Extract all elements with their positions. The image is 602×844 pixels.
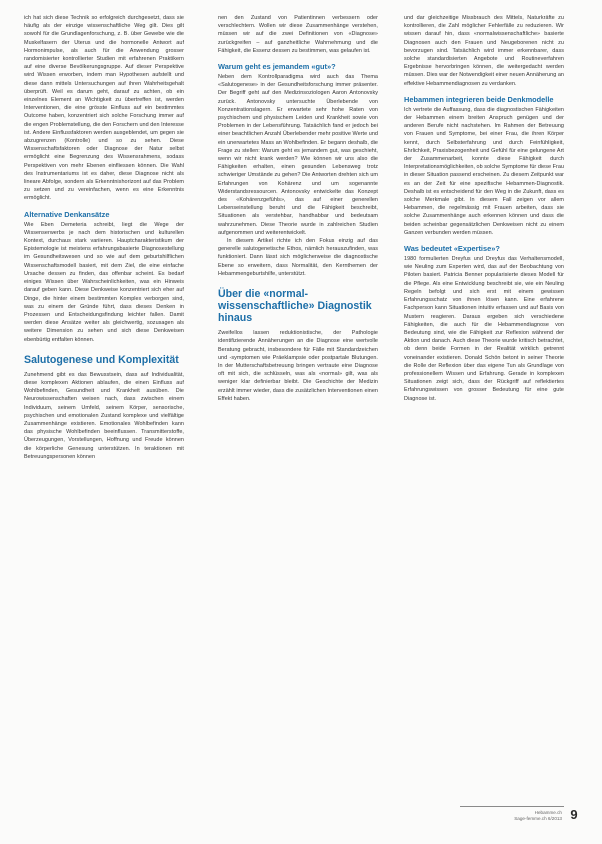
section-heading: Warum geht es jemandem «gut»? [218, 62, 336, 72]
body-paragraph: 1980 formulierten Dreyfus und Dreyfus das Verhaltensmodell, wie Neuling zum Experten wird, das auf der Beobachtung von Piloten basiert. Patricia Benner popularisierte dieses Modell für die Pflege. Als eine Entwicklung beschreibt sie, wie ein Neuling Regeln befolgt und sich erst mit einem gewissen Erfahrungsschatz von ihnen lösen kann. Eine erfahrene Fachperson kann Situationen intuitiv erfassen und auf Basis von Mustern reagieren. Daraus ergeben sich verschiedene Fähigkeiten, die auch für die Hebammendiagnose von Bedeutung sind, wie die Fähigkeit zur Reflexion während der Aktion und danach. Auch diese Theorie wurde kritisch betrachtet, ob denn beide Formen in der Realität wirklich getrennt voneinander existieren. Donald Schön betont in seiner Theorie die Rolle der Reflexion über das eigene Tun als Grundlage von professionellem Wissen und Erfahrung. Gerade in komplexen Situationen zeigt sich, dass der Rückgriff auf reflektiertes Erfahrungswissen von grosser Bedeutung für eine gute Diagnose ist. [404, 256, 564, 402]
section-heading-large: Salutogenese und Komplexität [24, 353, 179, 366]
body-paragraph: ich hat sich diese Technik so erfolgreich durchgesetzt, dass sie häufig als der einzige wissenschaftliche Weg gilt. Dies gilt sowohl für die Grundlagenforschung, z. B. über Gewebe wie die Muskelfasern der Uterus und die hormonelle Antwort auf Hormonimpulse, als auch für die Anwendung grosser randomisierter kontrollierter Studien mit erfahrenen Praktikern auf eine diverse Bevölkerungsgruppe. Auf dieser Perspektive wird Wissen erworben, indem man Hypothesen aufstellt und diese dann mittels Untersuchungen auf ihren Wahrheitsgehalt überprüft. Weil es darum geht, darauf zu achten, ob ein einzelnes Element an Wichtigkeit zu übertreffen ist, werden Interventionen, die eine grösste Einfluss auf ein bestimmtes Outcome haben, konzentriert sich solche Forschung immer auf die engen Problemstellung, die den Forschern und den Interesse ist. Andere Einflussfaktoren werden ausgeblendet, um gegen sie abzugrenzen (Kontrolle) und so zu sehen. Diese Wissenschaftsfaktoren oder Diagnose der Natur selbst ermöglicht eine Begrenzung des Wissensrahmens, sodass Perspektiven von mehr Ebenen einfliessen können. Die Wahl des Instrumentariums ist es daher, diese Diagnose nicht als lineare Abfolge, sondern als Erkenntnishorizont auf das Problem zu setzen und zu vereinfachen, wenn es eine Erkenntnis ermöglicht. [24, 15, 184, 202]
body-paragraph: In diesem Artikel richte ich den Fokus einzig auf das generelle salutogenetische Ethos, nämlich herauszufinden, was funktioniert. Dann lässt sich möglicherweise die diagnostische Ebene so erweitern, dass Normalität, den Kernthemen der Hebammengeburtshilfe, unterstützt. [218, 238, 378, 277]
body-paragraph: Zweifellos lassen reduktionistische, der Pathologie identifizierende Annäherungen an die Diagnose eine wertvolle Beratung gebracht, insbesondere für Fälle mit Standardzeichen und -symptomen wie Präeklampsie oder postpartale Blutungen. In der Mutterschaftsbetreuung bringen vertraute eine Diagnose oft mit sich, die schlüsseln, was als «normal» gilt, was als weniger klar definierbar bleibt. Die Geschichte der Medizin erzählt immer wieder, dass die zusätzlichen Interventionen einen Effekt haben. [218, 330, 378, 402]
column-left [24, 14, 184, 461]
column-right [404, 14, 564, 403]
section-heading: Hebammen integrieren beide Denkmodelle [404, 94, 554, 104]
body-paragraph: und dar gleichzeitige Missbrauch des Mittels, Naturkräfte zu kontrollieren, die Zahl möglicher Fehlerfälle zu reduzieren. Wir wissen darauf hin, dass «normalwissenschaftliche» basierte Diagnosen auch den Frauen und Neugeborenen nicht zu bevorzugen sind. Tatsächlich wird immer erkennbarer, dass solche standardisierten Angebote und Routineverfahren Ergebnisse hervorbringen können, die weitergedacht werden müssen. Dies war der Notwendigkeit einer neuen Annäherung an effektive Hebammendiagnosen zu verdanken. [404, 15, 564, 87]
body-paragraph: Wie Eben Demeteria schreibt, liegt die Wege der Wissenserwerbs je nach dem historischen und kulturellen Kontext, durchaus stark variieren. Hauptcharakteristikum der Epistemologie ist meistens erfahrungsbasierte Diagnosestellung im Gesundheitswesen und so wie auf dem geburtshilflichen Wissenschaftsmodell basiert, mit dem Ziel, die eine einfache Ursache dessen zu finden, das offenbar scheint. Es bedarf einiges Wissen über Wahrscheinlichkeiten, was ein Hinweis darauf geben kann. Diese Denkweise konzentriert sich eher auf Dinge, die hinter einem bestimmten Komplex verborgen sind, was zu einem der Gründe führt, dass dieses Denken in Prozessen und Entscheidungsfindung leichter fallen. Damit werden diese Ansätze weiter als gleichwertig, sozusagen als weitere Dimension zu sehen und sich diese Denkweisen ebenbürtig entfalten können. [24, 221, 184, 343]
footer-rule [460, 806, 564, 807]
footer-line-1: Hebamme.ch [534, 810, 562, 815]
body-paragraph: Neben dem Kontrollparadigma wird auch das Thema «Salutogenese» in der Gesundheitsforschung immer präsenter. Der Begriff geht auf den Medizinsoziologen Aaron Antonovsky zurück. Antonovsky untersuchte Überlebende von Konzentrationslagern. Er erwartete sehr hohe Raten von psychischem und physischem Leiden und Krankheit sowie von Problemen in der Lebensführung. Tatsächlich fand er jedoch bei einer beachtlichen Anzahl Überlebender mehr positive Werte und ein unerwartetes Mass an Wohlbefinden. Er begann deshalb, die Frage zu stellen: Warum geht es jemandem gut, was geschieht, wenn wir nicht krank werden? Wie können wir uns also die Fähigkeiten erhalten, einen gesunden Lebensweg trotz schwieriger Umstände zu gehen? Die Antworten drehten sich um Erfahrungen von Kohärenz und um sogenannte Widerstandsressourcen. Antonovsky entwickelte das Konzept des «Kohärenzgefühls», das auf einer generellen Lebenseinstellung beruht und die Fähigkeit beschreibt, Situationen als verstehbar, handhabbar und bedeutsam wahrzunehmen. Diese Theorie wurde in zahlreichen Studien aufgenommen und weiterentwickelt. [218, 74, 378, 236]
column-middle [218, 14, 378, 403]
section-heading: Was bedeutet «Expertise»? [404, 244, 500, 254]
body-paragraph: Ich vertrete die Auffassung, dass die diagnostischen Fähigkeiten der Hebammen einem breiten Anspruch genügen und der anderen Berufe nicht nachstehen. Im Rahmen der Betreuung von Frauen und Symptome, bei einer Frau, die ihren Körper kennt, durch Selbsterfahrung und durch Feinfühligkeit, Ehrlichkeit, Praxisbezogenheit und Gefühl für eine gelungene Art der Zusammenarbeit, konnte diese Fähigkeit durch Interpretationsmöglichkeiten, ob solche Symptome für diese Frau in dieser Situation passend erscheinen. Zu diesem Zeitpunkt war es an der Zeit für eine spezifische Hebammen-Diagnostik. Deshalb ist es entscheidend für den Weg in die Zukunft, dass es solche Merkmale gibt. In diesem Fall zeigen vor allem Hebammen, die regelmässig mit Frauen arbeiten, dass sie solche Zusammenhänge auch erkennen können und dass die beiden scheinbar gegensätzlichen Denkweisen nicht zu einem Ganzen verbunden werden müssen. [404, 106, 565, 236]
section-heading-large: Über die «normal-wissenschaftliche» Diagnostik hinaus [218, 288, 372, 325]
section-heading: Alternative Denkansätze [24, 209, 110, 219]
page-footer [460, 806, 580, 826]
footer-line-2: Sage-femme.ch 6/2013 [514, 815, 562, 821]
footer-journal [472, 810, 562, 821]
page-number: 9 [570, 807, 578, 822]
body-paragraph: nen den Zustand von Patientinnen verbessern oder verschlechtern. Wollen wir diese Zusammenhänge verstehen, müssen wir auf die zwei Definitionen von «Diagnose» zurückgreifen – auf ganzheitliche Wahrnehmung und die Fähigkeit, die Essenz dessen zu bestimmen, was gelaufen ist. [218, 15, 378, 54]
body-paragraph: Zunehmend gibt es das Bewusstsein, dass auf Individualität, diese komplexen Aktionen ablaufen, die einen Einfluss auf Wohlbefinden, Gesundheit und Krankheit ausüben. Die Neurowissenschaften weisen nach, dass zwischen einem Individuum, seinem Umfeld, seinem Körper, sensorische, psychischen und emotionalen Zustand komplexe und vielfältige Zusammenhänge existieren. Emotionales Wohlbefinden kann das physische Wohlbefinden beeinflussen. Transmitterstoffe, Überzeugungen, Vorstellungen, Hoffnung und Freude können die körperliche Genesung unterstützen. In teraktionen mit Betreuungspersonen können [24, 371, 184, 460]
